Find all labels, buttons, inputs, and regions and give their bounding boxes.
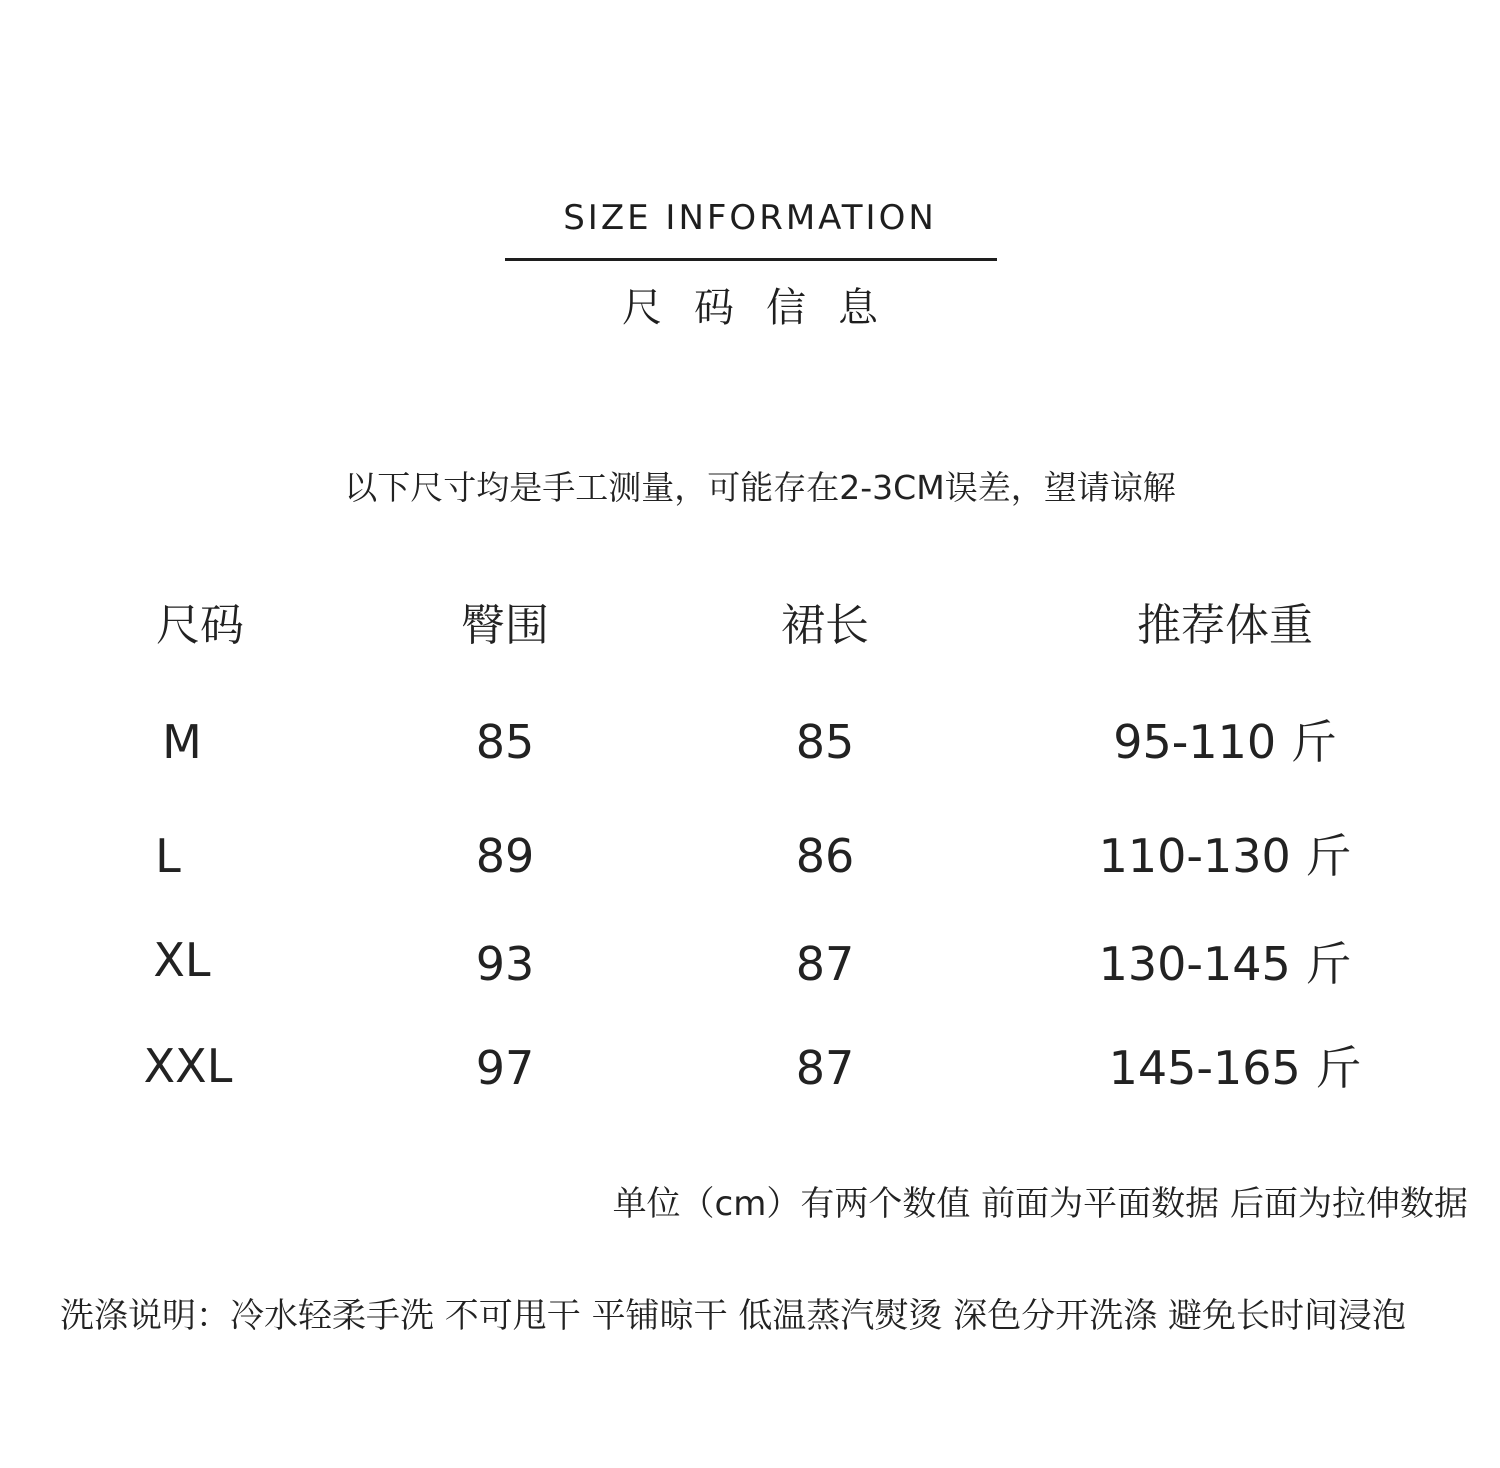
row-size: M [162, 715, 202, 769]
row-hip: 85 [475, 715, 535, 769]
row-size: L [155, 829, 181, 883]
row-weight: 95-110 斤 [1113, 715, 1337, 769]
row-size: XL [153, 933, 211, 987]
header-length: 裙长 [781, 600, 869, 651]
row-size: XXL [143, 1039, 233, 1093]
row-hip: 89 [475, 829, 535, 883]
row-hip: 97 [475, 1041, 535, 1095]
row-length: 86 [795, 829, 855, 883]
row-hip: 93 [475, 937, 535, 991]
row-weight: 130-145 斤 [1098, 937, 1352, 991]
row-weight: 145-165 斤 [1108, 1041, 1362, 1095]
care-instructions: 洗涤说明：冷水轻柔手洗 不可甩干 平铺晾干 低温蒸汽熨烫 深色分开洗涤 避免长时间浸泡 [60, 1296, 1407, 1336]
row-weight: 110-130 斤 [1098, 829, 1352, 883]
title-english: SIZE INFORMATION [563, 198, 937, 238]
header-hip: 臀围 [461, 600, 549, 651]
row-length: 87 [795, 937, 855, 991]
title-chinese: 尺码信息 [622, 285, 910, 331]
header-size: 尺码 [156, 600, 244, 651]
header-weight: 推荐体重 [1137, 600, 1313, 651]
row-length: 85 [795, 715, 855, 769]
measurement-note: 以下尺寸均是手工测量，可能存在2-3CM误差，望请谅解 [344, 468, 1176, 507]
row-length: 87 [795, 1041, 855, 1095]
unit-note: 单位（cm）有两个数值 前面为平面数据 后面为拉伸数据 [612, 1184, 1468, 1224]
title-divider [505, 258, 997, 261]
